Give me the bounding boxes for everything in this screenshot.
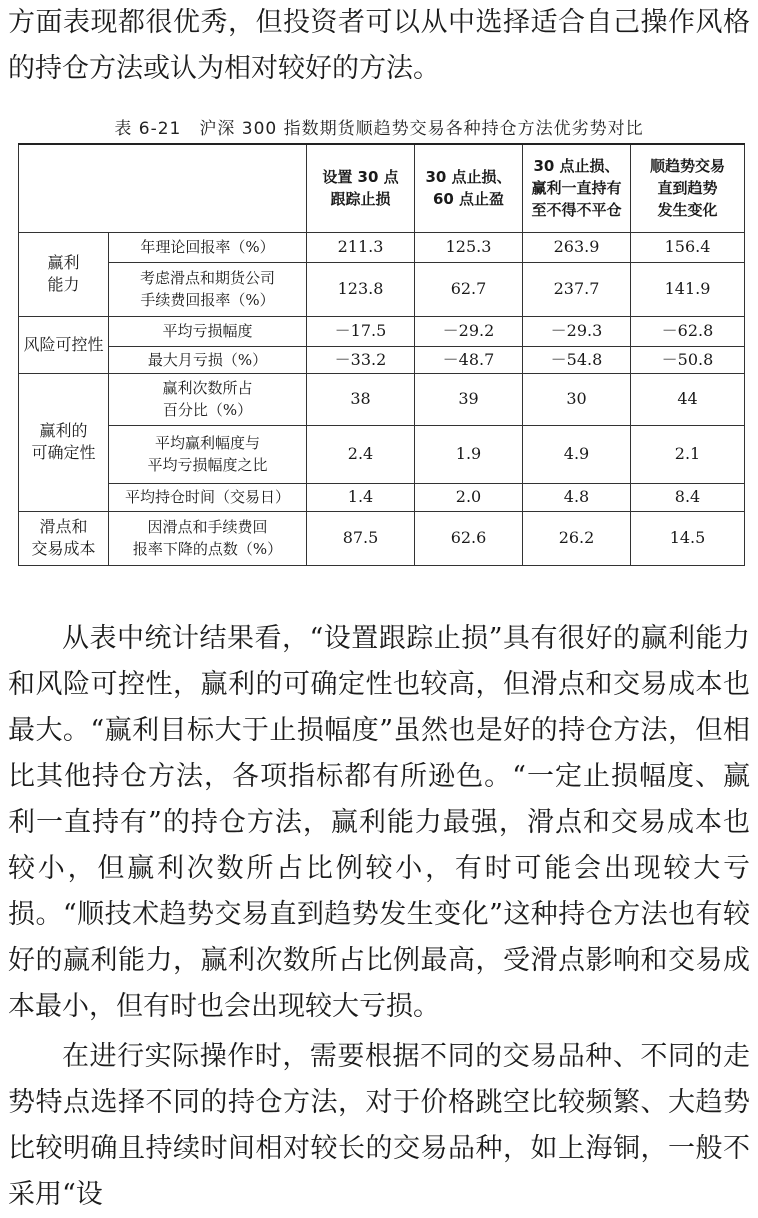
table-row bbox=[19, 483, 745, 511]
metric-label bbox=[109, 316, 307, 346]
column-header bbox=[631, 144, 745, 232]
group-label-line: 赢利的 bbox=[39, 421, 88, 440]
metric-label bbox=[109, 373, 307, 425]
value-cell: 125.3 bbox=[415, 232, 523, 262]
paragraph-intro: 方面表现都很优秀，但投资者可以从中选择适合自己操作风格的持仓方法或认为相对较好的方法。 bbox=[8, 7, 750, 84]
metric-label-line: 平均持仓时间（交易日） bbox=[124, 488, 290, 506]
group-label-line: 赢利 bbox=[47, 253, 80, 272]
table-row bbox=[19, 425, 745, 483]
value-cell: 4.8 bbox=[523, 483, 631, 511]
table-row bbox=[19, 511, 745, 565]
value-cell: 1.4 bbox=[307, 483, 415, 511]
value-cell: 26.2 bbox=[523, 511, 631, 565]
column-header-line: 至不得不平仓 bbox=[531, 201, 622, 220]
value-cell: 237.7 bbox=[523, 262, 631, 316]
table-row bbox=[19, 373, 745, 425]
column-header-line: 直到趋势 bbox=[657, 179, 718, 198]
column-header-line: 30 点止损、 bbox=[425, 168, 512, 187]
value-cell: 30 bbox=[523, 373, 631, 425]
column-header-line: 顺趋势交易 bbox=[649, 157, 725, 176]
column-header-line: 赢利一直持有 bbox=[531, 179, 622, 198]
value-cell: 211.3 bbox=[307, 232, 415, 262]
metric-label bbox=[109, 232, 307, 262]
value-cell: －29.3 bbox=[523, 316, 631, 346]
table-row bbox=[19, 232, 745, 262]
group-label-line: 可确定性 bbox=[31, 443, 96, 462]
value-cell: 263.9 bbox=[523, 232, 631, 262]
table-row bbox=[19, 346, 745, 373]
comparison-table bbox=[18, 143, 745, 566]
metric-label bbox=[109, 425, 307, 483]
group-label bbox=[19, 232, 109, 316]
group-label-line: 能力 bbox=[47, 275, 80, 294]
column-header-line: 跟踪止损 bbox=[330, 190, 391, 209]
metric-label-line: 平均亏损幅度 bbox=[162, 322, 253, 340]
metric-label-line: 考虑滑点和期货公司 bbox=[139, 269, 275, 287]
column-header-line: 30 点止损、 bbox=[533, 157, 620, 176]
value-cell: －48.7 bbox=[415, 346, 523, 373]
metric-label bbox=[109, 346, 307, 373]
metric-label-line: 平均亏损幅度之比 bbox=[147, 456, 268, 474]
value-cell: 2.4 bbox=[307, 425, 415, 483]
group-label-line: 滑点和 bbox=[39, 517, 88, 536]
metric-label bbox=[109, 262, 307, 316]
header-blank-cell bbox=[19, 144, 307, 232]
metric-label bbox=[109, 511, 307, 565]
paragraph-analysis: 从表中统计结果看，“设置跟踪止损”具有很好的赢利能力和风险可控性，赢利的可确定性也较高，但滑点和交易成本也最大。“赢利目标大于止损幅度”虽然也是好的持仓方法，但相比其他持仓方法，各项指标都有所逊色。“一定止损幅度、赢利一直持有”的持仓方法，赢利能力最强，滑点和交易成本也较小，但赢利次数所占比例较小，有时可能会出现较大亏损。“顺技术趋势交易直到趋势发生变化”这种持仓方法也有较好的赢利能力，赢利次数所占比例最高，受滑点影响和交易成本最小，但有时也会出现较大亏损。 bbox=[8, 623, 750, 1022]
value-cell: 44 bbox=[631, 373, 745, 425]
table-caption: 表 6-21 沪深 300 指数期货顺趋势交易各种持仓方法优劣势对比 bbox=[114, 119, 644, 139]
column-header bbox=[523, 144, 631, 232]
metric-label-line: 手续费回报率（%） bbox=[140, 291, 275, 309]
value-cell: 14.5 bbox=[631, 511, 745, 565]
value-cell: 62.6 bbox=[415, 511, 523, 565]
table-row bbox=[19, 316, 745, 346]
column-header-line: 设置 30 点 bbox=[322, 168, 399, 187]
metric-label-line: 平均赢利幅度与 bbox=[154, 434, 260, 452]
group-label-line: 交易成本 bbox=[31, 539, 96, 558]
value-cell: －62.8 bbox=[631, 316, 745, 346]
metric-label-line: 报率下降的点数（%） bbox=[132, 540, 283, 558]
value-cell: －50.8 bbox=[631, 346, 745, 373]
table-row bbox=[19, 262, 745, 316]
metric-label-line: 年理论回报率（%） bbox=[140, 238, 275, 256]
value-cell: －29.2 bbox=[415, 316, 523, 346]
value-cell: －17.5 bbox=[307, 316, 415, 346]
value-cell: 62.7 bbox=[415, 262, 523, 316]
column-header bbox=[415, 144, 523, 232]
value-cell: －54.8 bbox=[523, 346, 631, 373]
value-cell: 2.1 bbox=[631, 425, 745, 483]
metric-label-line: 赢利次数所占 bbox=[162, 379, 253, 397]
column-header-line: 60 点止盈 bbox=[432, 190, 505, 209]
metric-label-line: 最大月亏损（%） bbox=[147, 350, 268, 369]
value-cell: 8.4 bbox=[631, 483, 745, 511]
paragraph-practice: 在进行实际操作时，需要根据不同的交易品种、不同的走势特点选择不同的持仓方法，对于价格跳空比较频繁、大趋势比较明确且持续时间相对较长的交易品种，如上海铜，一般不采用“设 bbox=[8, 1041, 750, 1210]
value-cell: 87.5 bbox=[307, 511, 415, 565]
value-cell: 38 bbox=[307, 373, 415, 425]
value-cell: 39 bbox=[415, 373, 523, 425]
value-cell: 2.0 bbox=[415, 483, 523, 511]
value-cell: 4.9 bbox=[523, 425, 631, 483]
group-label-line: 风险可控性 bbox=[23, 334, 104, 354]
column-header bbox=[307, 144, 415, 232]
column-header-line: 发生变化 bbox=[657, 201, 718, 220]
value-cell: 123.8 bbox=[307, 262, 415, 316]
value-cell: 1.9 bbox=[415, 425, 523, 483]
metric-label bbox=[109, 483, 307, 511]
group-label bbox=[19, 316, 109, 373]
table-header-row bbox=[19, 144, 745, 232]
metric-label-line: 因滑点和手续费回 bbox=[147, 518, 268, 536]
value-cell: 156.4 bbox=[631, 232, 745, 262]
metric-label-line: 百分比（%） bbox=[162, 401, 253, 419]
value-cell: －33.2 bbox=[307, 346, 415, 373]
group-label bbox=[19, 373, 109, 511]
group-label bbox=[19, 511, 109, 565]
value-cell: 141.9 bbox=[631, 262, 745, 316]
